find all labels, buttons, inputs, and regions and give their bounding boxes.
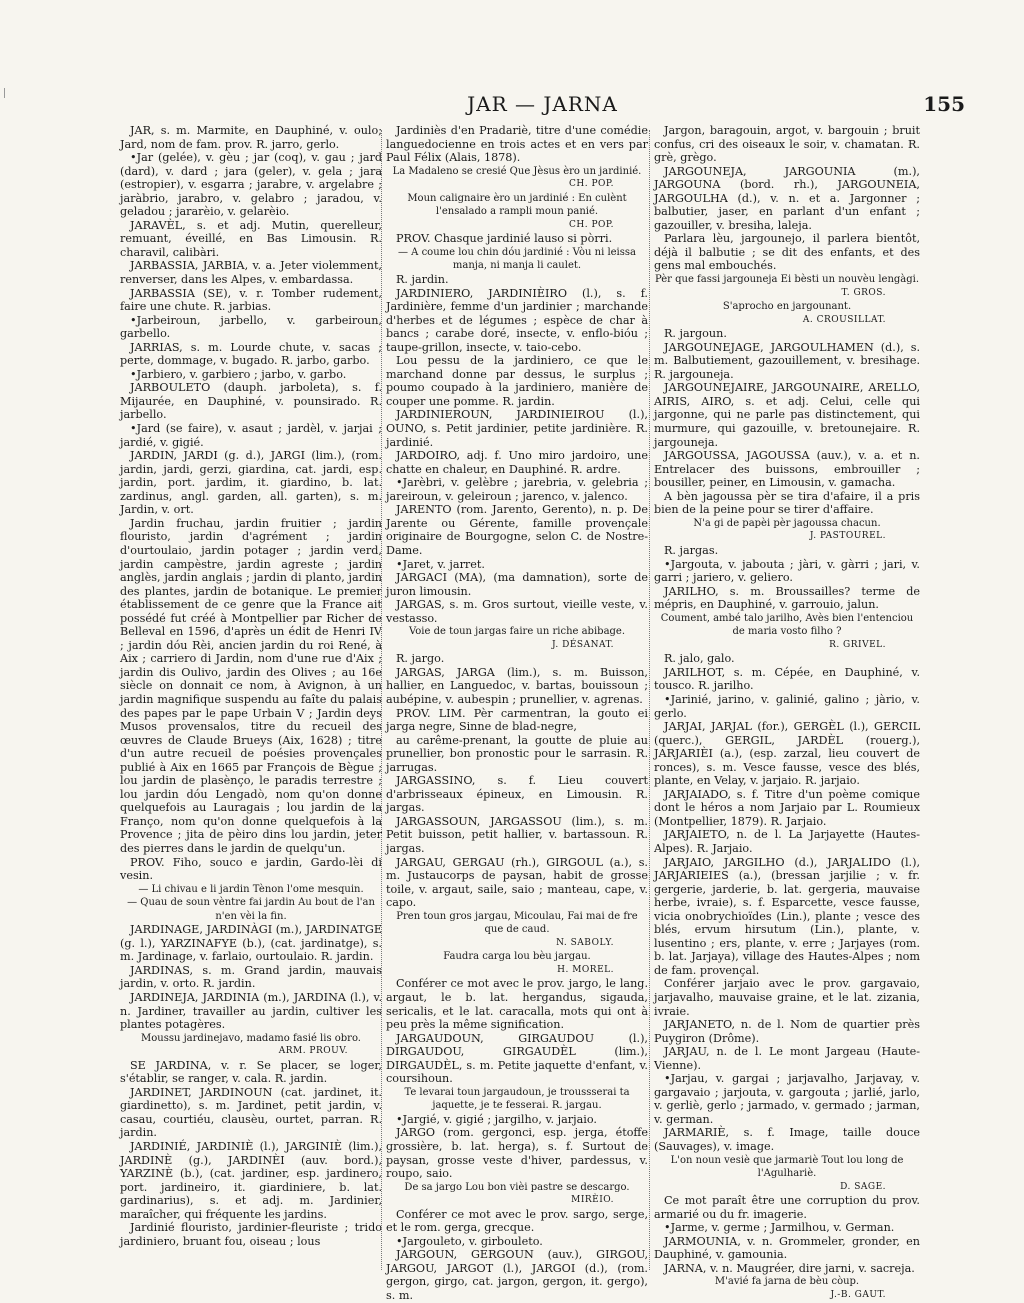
dictionary-entry: JARDINAGE, JARDINÀGI (m.), JARDINATGE (g. l.), YARZINAFYE (b.), (cat. jardinatge), s. m. Jardinage, v. farlaio, ourtoulaio. R. jardin. [120,923,382,964]
dictionary-entry: PROV. Fiho, souco e jardin, Gardo-lèi di vesin. [120,855,382,883]
dictionary-entry: JARJAIO, JARGILHO (d.), JARJALIDO (l.), JARJARIEIES (a.), (bressan jarjilie ; v. fr. gergerie, jarderie, b. lat. gergeria, mauvaise herbe, ivraie), s. f. Esparcette, vesce fausse, vicia onobrychioïdes (Lin.), plante ; vesce des blés, ervum hirsutum (Lin.), plante, v. lusentino ; ers, plante, v. erre ; Jarjayes (rom. b. lat. Jarjaya), village des Hautes-Alpes ; nom de fam. provençal. [654,855,920,977]
dictionary-entry: Jardinié flouristo, jardinier-fleuriste ; trido jardiniero, bruant fou, oiseau ; lous [120,1221,382,1248]
dictionary-entry: JARGO (rom. gergonci, esp. jerga, étoffe grossière, b. lat. herga), s. f. Surtout de paysan, grosse veste d'hiver, pardessus, v. roupo, saio. [386,1126,648,1181]
quotation: Moussu jardinejavo, madamo fasié lis obro. [141,1032,361,1044]
citation-source: H. MOREL. [557,964,614,975]
dictionary-entry: Jardin fruchau, jardin fruitier ; jardin flouristo, jardin d'agrément ; jardin d'ourtoulaio, jardin potager ; jardin verd, jardin campèstre, jardin agreste ; jardin anglès, jardin anglais ; jardin di planto, jardin des plantes, jardin de botanique. Le premier établissement de ce genre que la France ait possédé fut créé à Montpellier par Richer de Belleval en 1596, d'après un édit de Henri IV ; jardin dóu Rèi, ancien jardin du roi René, à Aix ; carriero di Jardin, nom d'une rue d'Aix ; jardin dis Oulivo, jardin des Olives ; au 16e siècle on donnait ce nom, à Avignon, à un jardin magnifique suspendu au faîte du palais des papes par le pape Urbain V ; Jardin deys Musos provensalos, titre du recueil des œuvres de Claude Brueys (Aix, 1628) ; titre d'un autre recueil de poésies provençales publié à Aix en 1665 par François de Bègue ; lou jardin de plasènço, le paradis terrestre ; lou jardin dóu Lengadò, nom qu'on donne quelquefois au Lauragais ; lou jardin de la Franço, nom qu'on donne quelquefois à la Provence ; jita de pèiro dins lou jardin, jeter des pierres dans le jardin de quelqu'un. [120,516,382,855]
dictionary-entry: Parlara lèu, jargounejo, il parlera bientôt, déjà il balbutie ; se dit des enfants, et des gens mal embouchés. [654,232,920,273]
quotation: — Li chivau e li jardin Tènon l'ome mesquin. [138,883,364,895]
citation-source: CH. POP. [569,219,614,230]
quotation: Pren toun gros jargau, Micoulau, Fai mai de fre que de caud. [396,910,638,936]
quotation: S'aprocho en jargounant. [722,301,852,313]
column-divider [381,130,382,1270]
dictionary-entry: JARGACI (MA), (ma damnation), sorte de juron limousin. [386,571,648,598]
dictionary-entry: JARJAIETO, n. de l. La Jarjayette (Hautes-Alpes). R. Jarjaio. [654,828,920,855]
dictionary-entry: JARGASSOUN, JARGASSOU (lim.), s. m. Petit buisson, petit hallier, v. bartassoun. R. jargas. [386,814,648,855]
dictionary-entry: JARGAU, GERGAU (rh.), GIRGOUL (a.), s. m. Justaucorps de paysan, habit de grosse toile, v. argaut, saile, saio ; manteau, cape, v. capo. [386,855,648,910]
dictionary-entry: JARDOIRO, adj. f. Uno miro jardoiro, une chatte en chaleur, en Dauphiné. R. ardre. [386,449,648,476]
citation-source: D. SAGE. [840,1181,886,1192]
page-number: 155 [923,92,965,116]
column-right [654,124,920,1301]
citation-source: J. DÉSANAT. [551,639,614,650]
dictionary-entry: Jardiniès d'en Pradariè, titre d'une comédie languedocienne en trois actes et en vers par Paul Félix (Alais, 1878). [386,124,648,165]
quotation: — A coume lou chin dóu jardinié : Vòu ni leissa manja, ni manja li caulet. [398,246,636,272]
dictionary-entry: JAR, s. m. Marmite, en Dauphiné, v. oulo; Jard, nom de fam. prov. R. jarro, gerlo. [120,124,382,151]
dictionary-entry: JARNA, v. n. Maugréer, dire jarni, v. sacreja. [664,1261,915,1275]
citation-source: R. GRIVEL. [829,639,886,650]
dictionary-entry: JARJAIADO, s. f. Titre d'un poème comique dont le héros a nom Jarjaio par L. Roumieux (Montpellier, 1879). R. Jarjaio. [654,787,920,828]
dictionary-entry: JARJANETO, n. de l. Nom de quartier près Puygiron (Drôme). [654,1018,920,1045]
dictionary-entry: JARDINET, JARDINOUN (cat. jardinet, it. giardinetto), s. m. Jardinet, petit jardin, v. casau, courtiéu, clausèu, ourtet, parran. R. jardin. [120,1085,382,1140]
dictionary-entry: JARDINEJA, JARDINIA (m.), JARDINA (l.), v. n. Jardiner, travailler au jardin, cultiver les plantes potagères. [120,991,382,1032]
dictionary-entry: JARJAI, JARJAL (for.), GERGÈL (l.), GERCIL (querc.), GERGIL, JARDÈL (rouerg.), JARJARIÈI (a.), (esp. zarzal, lieu couvert de ronces), s. m. Vesce fausse, vesce des blés, plante, en Velay, v. jarjaio. R. jarjaio. [654,720,920,788]
citation-source: MIRÈIO. [571,1195,614,1206]
dictionary-entry: JARDINIEROUN, JARDINIEIROU (l.), OUNO, s. Petit jardinier, petite jardinière. R. jardinié. [386,408,648,449]
citation-source: ARM. PROUV. [278,1046,348,1057]
quotation: Te levarai toun jargaudoun, je troussserai ta jaquette, je te fesserai. R. jargau. [404,1086,630,1112]
dictionary-entry: JARILHO, s. m. Broussailles? terme de mépris, en Dauphiné, v. garrouio, jalun. [654,584,920,612]
citation-source: J.-B. GAUT. [830,1290,886,1301]
dictionary-entry: R. jargo. [396,652,445,666]
quotation: Faudra carga lou bèu jargau. [443,951,591,963]
dictionary-entry: •Jarbiero, v. garbiero ; jarbo, v. garbo. [130,367,347,381]
page-edge-mark [4,88,5,98]
dictionary-entry: JARGAUDOUN, GIRGAUDOU (l.), DIRGAUDOU, GIRGAUDÈL (lim.), DIRGAUDÈL, s. m. Petite jaquette d'enfant, v. coursihoun. [386,1031,648,1086]
citation-source: T. GROS. [841,287,886,298]
dictionary-entry: JARBASSIA, JARBIA, v. a. Jeter violemment, renverser, dans les Alpes, v. embardassa. [120,259,382,287]
quotation: La Madaleno se cresié Que Jèsus èro un jardinié. [392,165,642,177]
dictionary-entry: R. jargas. [664,543,719,557]
citation-source: J. PASTOUREL. [809,531,886,542]
dictionary-entry: SE JARDINA, v. r. Se placer, se loger, s'établir, se ranger, v. cala. R. jardin. [120,1058,382,1086]
dictionary-entry: •Jargouta, v. jabouta ; jàri, v. gàrri ; jari, v. garri ; jariero, v. geliero. [654,557,920,585]
header-title: JAR — JARNA [467,92,618,116]
quotation: Pèr que fassi jargouneja Ei bèsti un nouvèu lengàgi. [654,274,920,286]
dictionary-entry: JARGOUNEJAIRE, JARGOUNAIRE, ARELLO, AIRIS, AIRO, s. et adj. Celui, celle qui jargonne, qui ne parle pas distinctement, qui murmure, qui gazouille, v. bretounejaire. R. jargouneja. [654,381,920,449]
dictionary-entry: au carême-prenant, la goutte de pluie au prunellier, bon pronostic pour le sarrasin. R. jarrugas. [386,733,648,774]
dictionary-entry: JARBASSIA (SE), v. r. Tomber rudement, faire une chute. R. jarbias. [120,286,382,314]
dictionary-entry: JARMOUNIA, v. n. Grommeler, gronder, en Dauphiné, v. gamounia. [654,1234,920,1262]
dictionary-entry: JARGAS, s. m. Gros surtout, vieille veste, v. vestasso. [386,598,648,625]
quotation: L'on noun vesiè que jarmariè Tout lou long de l'Agulhariè. [670,1154,904,1180]
dictionary-entry: JARGOUNEJA, JARGOUNIA (m.), JARGOUNA (bord. rh.), JARGOUNEIA, JARGOULHA (d.), v. n. et a. Jargonner ; balbutier, jaser, en parlant d'un enfant ; gazouiller, v. bresiha, laleja. [654,164,920,232]
dictionary-entry: A bèn jagoussa pèr se tira d'afaire, il a pris bien de la peine pour se tirer d'affaire. [654,489,920,517]
quotation: Moun calignaire èro un jardinié : En culènt l'ensalado a rampli moun panié. [407,192,627,218]
dictionary-entry: •Jarèbri, v. gelèbre ; jarebria, v. gelebria ; jareiroun, v. geleiroun ; jarenco, v. jalenco. [386,476,648,503]
dictionary-entry: JARGOUNEJAGE, JARGOULHAMEN (d.), s. m. Balbutiement, gazouillement, v. bresihage. R. jargouneja. [654,340,920,381]
citation-source: A. CROUSILLAT. [802,314,886,325]
dictionary-entry: JARRIAS, s. m. Lourde chute, v. sacas ; perte, dommage, v. bugado. R. jarbo, garbo. [120,340,382,368]
running-header [120,92,965,118]
dictionary-entry: JARGOUN, GERGOUN (auv.), GIRGOU, JARGOU, JARGOT (l.), JARGOI (d.), (rom. gergon, girgo, cat. jargon, gergon, it. gergo), s. m. [386,1248,648,1303]
column-divider [649,130,650,1270]
quotation: De sa jargo Lou bon vièi pastre se descargo. [404,1181,630,1193]
dictionary-entry: •Jargié, v. gigié ; jargilho, v. jarjaio. [396,1112,597,1126]
dictionary-entry: Jargon, baragouin, argot, v. bargouin ; bruit confus, cri des oiseaux le soir, v. chamatan. R. grè, grègo. [654,124,920,165]
dictionary-entry: •Jargouleto, v. girbouleto. [396,1234,543,1248]
dictionary-entry: •Jar (gelée), v. gèu ; jar (coq), v. gau ; jard (dard), v. dard ; jara (geler), v. gela ; jara (estropier), v. esgarra ; jarabre, v. argelabre ; jaràbrio, jarabro, v. gelabro ; jaradou, v. geladou ; jararèio, v. gelarèio. [120,151,382,219]
dictionary-entry: Ce mot paraît être une corruption du prov. armarié ou du fr. imagerie. [654,1194,920,1221]
quotation: — Quau de soun vèntre fai jardin Au bout de l'an n'en vèi la fin. [127,897,375,922]
dictionary-entry: R. jalo, galo. [664,652,735,666]
dictionary-entry: Conférer ce mot avec le prov. sargo, serge, et le rom. gerga, grecque. [386,1207,648,1235]
column-left [120,124,382,1274]
dictionary-entry: JARDINIERO, JARDINIÈIRO (l.), s. f. Jardinière, femme d'un jardinier ; marchande d'herbes et de légumes ; espèce de char à bancs ; carabe doré, insecte, v. enflo-bióu ; taupe-grillon, insecte, v. taio-cebo. [386,286,648,354]
dictionary-entry: JARDINAS, s. m. Grand jardin, mauvais jardin, v. orto. R. jardin. [120,963,382,991]
dictionary-entry: JARMARIÈ, s. f. Image, taille douce (Sauvages), v. image. [654,1126,920,1154]
dictionary-entry: JARGAS, JARGA (lim.), s. m. Buisson, hallier, en Languedoc, v. bartas, bouissoun ; aubépine, v. aubespin ; prunellier, v. agrenas. [386,665,648,706]
column-middle [386,124,648,1303]
quotation: Coument, ambé talo jarilho, Avès bien l'entenciou de maria vosto filho ? [660,612,914,638]
dictionary-entry: Conférer ce mot avec le prov. jargo, le lang. argaut, le b. lat. hergandus, sigauda, sericalis, et le lat. caracalla, mots qui ont à peu près la même signification. [386,977,648,1032]
dictionary-entry: •Jarme, v. germe ; Jarmilhou, v. German. [664,1221,895,1235]
citation-source: CH. POP. [569,179,614,190]
dictionary-entry: JARDIN, JARDI (g. d.), JARGI (lim.), (rom. jardin, jardi, gerzi, giardina, cat. jardi, esp. jardin, port. jardim, it. giardino, b. lat. zardinus, angl. garden, all. garten), s. m. Jardin, v. ort. [120,449,382,517]
dictionary-entry: PROV. LIM. Pèr carmentran, la gouto ei jarga negre, Sinne de blad-negre, [386,706,648,734]
dictionary-entry: R. jargoun. [664,327,727,341]
quotation: N'a gi de papèi pèr jagoussa chacun. [693,517,881,529]
dictionary-entry: JARJAU, n. de l. Le mont Jargeau (Haute-Vienne). [654,1045,920,1072]
dictionary-entry: JARGASSINO, s. f. Lieu couvert d'arbrisseaux épineux, en Limousin. R. jargas. [386,774,648,815]
dictionary-entry: PROV. Chasque jardinié lauso si pòrri. [396,232,613,246]
dictionary-entry: R. jardin. [396,273,449,287]
quotation: M'avié fa jarna de bèu còup. [714,1276,860,1288]
dictionary-entry: JARGOUSSA, JAGOUSSA (auv.), v. a. et n. Entrelacer des buissons, embrouiller ; bousiller, peiner, en Limousin, v. gamacha. [654,449,920,490]
dictionary-entry: •Jarjau, v. gargai ; jarjavalho, Jarjavay, v. gargavaio ; jarjouta, v. gargouta ; jarlié, jarlo, v. gerliè, gerlo ; jarmado, v. germado ; jarman, v. german. [654,1072,920,1126]
dictionary-entry: JARDINIÉ, JARDINIÈ (l.), JARGINIÈ (lim.), JARDINÈ (g.), JARDINÈI (auv. bord.), YARZINÈ (b.), (cat. jardiner, esp. jardinero, port. jardineiro, it. giardiniere, b. lat. gardinarius), s. et adj. m. Jardinier, maraîcher, qui fréquente les jardins. [120,1140,382,1221]
dictionary-entry: •Jarbeiroun, jarbello, v. garbeiroun, garbello. [120,313,382,341]
dictionary-entry: •Jarinié, jarino, v. galinié, galino ; jàrio, v. gerlo. [654,692,920,720]
dictionary-entry: JARAVÈL, s. et adj. Mutin, querelleur, remuant, éveillé, en Bas Limousin. R. charavil, calibàri. [120,218,382,259]
dictionary-entry: Conférer jarjaio avec le prov. gargavaio, jarjavalho, mauvaise graine, et le lat. zizania, ivraie. [654,977,920,1018]
citation-source: N. SABOLY. [556,937,614,948]
dictionary-entry: JARENTO (rom. Jarento, Gerento), n. p. De Jarente ou Gérente, famille provençale originaire de Bourgogne, selon C. de Nostre-Dame. [386,503,648,557]
quotation: Voie de toun jargas faire un riche abibage. [408,626,626,638]
dictionary-entry: JARILHOT, s. m. Cépée, en Dauphiné, v. tousco. R. jarilho. [654,665,920,693]
dictionary-entry: Lou pessu de la jardiniero, ce que le marchand donne par dessus, le surplus ; poumo coupado à la jardiniero, manière de couper une pomme. R. jardin. [386,354,648,408]
dictionary-entry: •Jard (se faire), v. asaut ; jardèl, v. jarjai ; jardié, v. gigié. [120,422,382,449]
dictionary-entry: •Jaret, v. jarret. [396,557,485,571]
dictionary-entry: JARBOULETO (dauph. jarboleta), s. f. Mijaurée, en Dauphiné, v. pounsirado. R. jarbello. [120,381,382,422]
